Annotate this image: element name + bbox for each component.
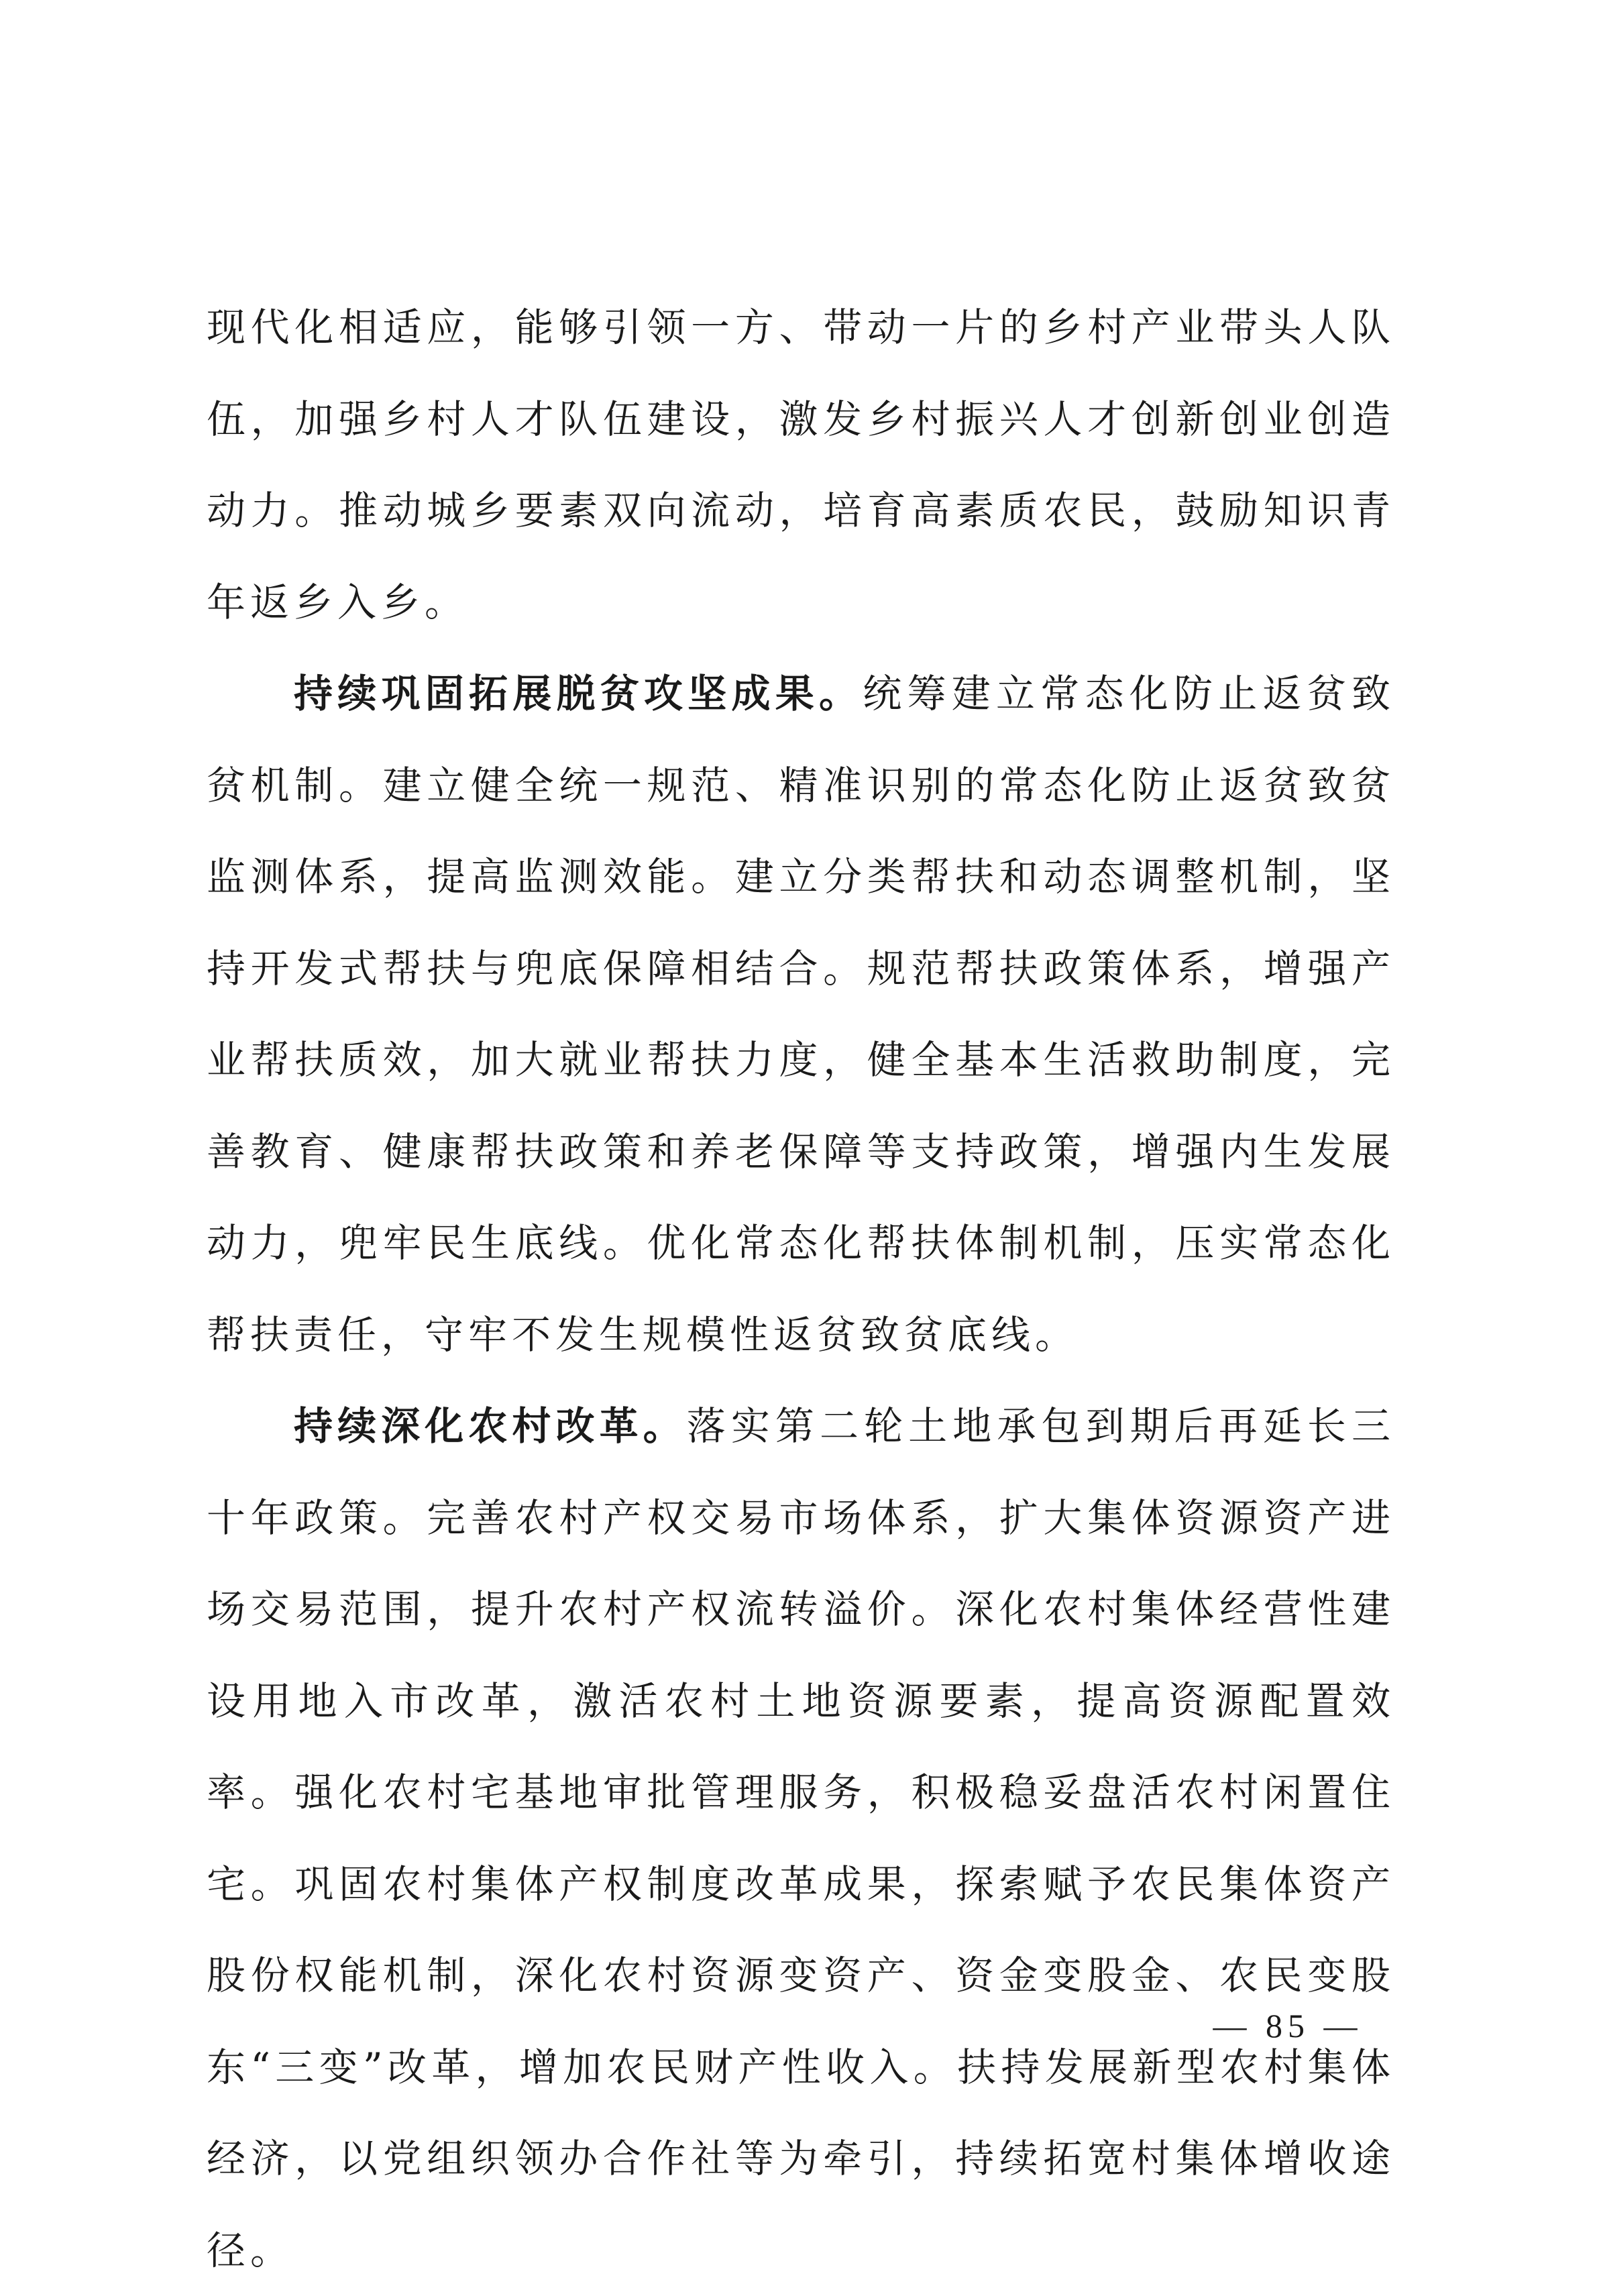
paragraph-poverty-alleviation (207, 648, 1395, 1380)
paragraph-continuation (207, 282, 1395, 648)
page-number: — 85 — (1213, 2007, 1363, 2044)
paragraph-text: 现代化相适应，能够引领一方、带动一片的乡村产业带头人队伍，加强乡村人才队伍建设，激发乡村振兴人才创新创业创造动力。推动城乡要素双向流动，培育高素质农民，鼓励知识青年返乡入乡。 (207, 305, 1395, 625)
paragraph-heading: 持续深化农村改革。 (294, 1403, 687, 1449)
paragraph-rural-reform (207, 1380, 1395, 2296)
paragraph-heading: 持续巩固拓展脱贫攻坚成果。 (294, 671, 863, 716)
paragraph-text: 统筹建立常态化防止返贫致贫机制。建立健全统一规范、精准识别的常态化防止返贫致贫监测体系，提高监测效能。建立分类帮扶和动态调整机制，坚持开发式帮扶与兜底保障相结合。规范帮扶政策体系，增强产业帮扶质效，加大就业帮扶力度，健全基本生活救助制度，完善教育、健康帮扶政策和养老保障等支持政策，增强内生发展动力，兜牢民生底线。优化常态化帮扶体制机制，压实常态化帮扶责任，守牢不发生规模性返贫致贫底线。 (207, 671, 1395, 1358)
body-text (207, 282, 1395, 2296)
paragraph-text: 落实第二轮土地承包到期后再延长三十年政策。完善农村产权交易市场体系，扩大集体资源资产进场交易范围，提升农村产权流转溢价。深化农村集体经营性建设用地入市改革，激活农村土地资源要素，提高资源配置效率。强化农村宅基地审批管理服务，积极稳妥盘活农村闲置住宅。巩固农村集体产权制度改革成果，探索赋予农民集体资产股份权能机制，深化农村资源变资产、资金变股金、农民变股东“三变”改革，增加农民财产性收入。扶持发展新型农村集体经济，以党组织领办合作社等为牵引，持续拓宽村集体增收途径。 (207, 1403, 1395, 2273)
